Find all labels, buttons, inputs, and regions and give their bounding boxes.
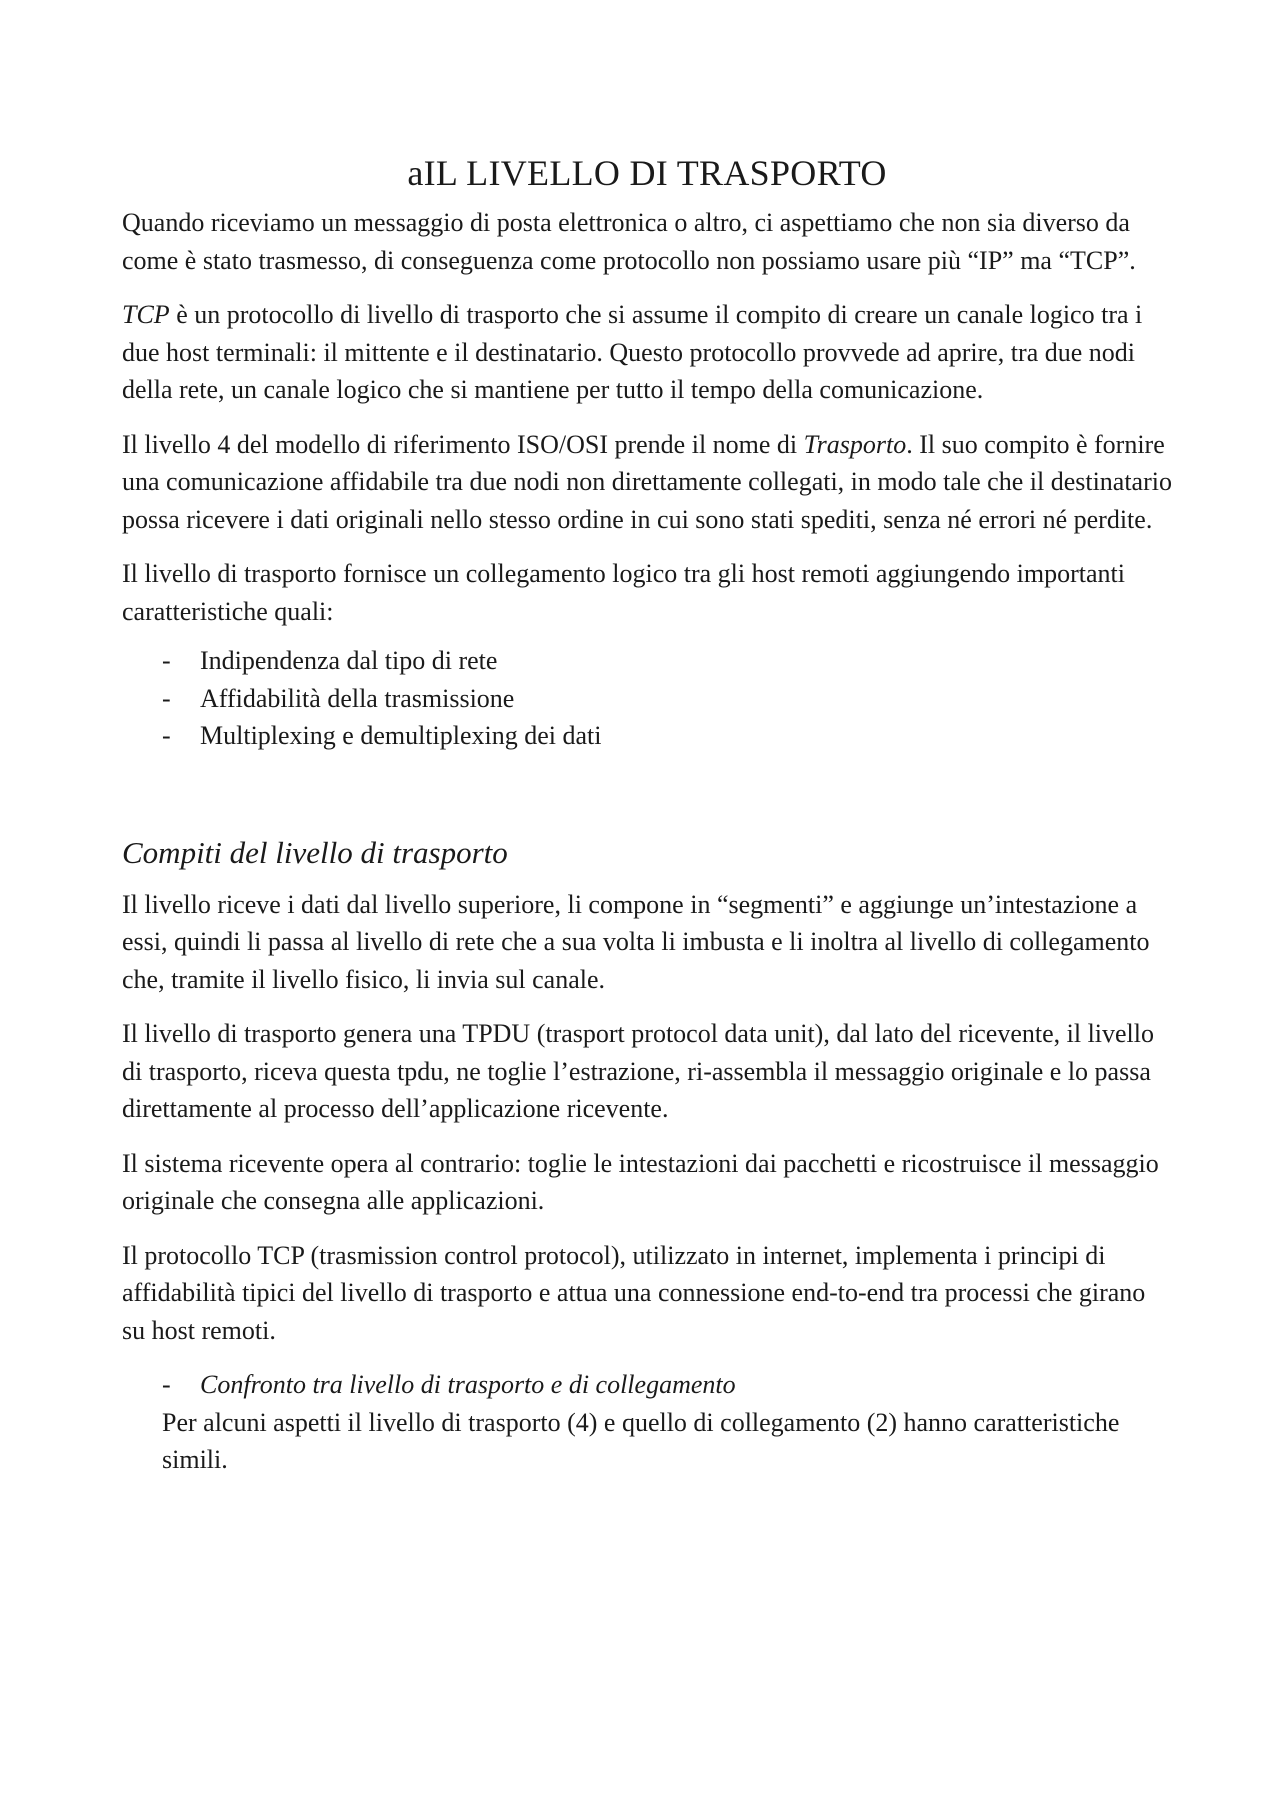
level4-paragraph (122, 426, 1172, 539)
tcp-paragraph (122, 296, 1172, 409)
tcp-term: TCP (122, 300, 170, 329)
comparison-paragraph: Per alcuni aspetti il livello di trasporto (4) e quello di collegamento (2) hanno caratteristiche simili. (162, 1407, 1120, 1474)
section-paragraph-ricevente: Il sistema ricevente opera al contrario: toglie le intestazioni dai pacchetti e ricostruisce il messaggio originale che consegna alle applicazioni. (122, 1148, 1159, 1215)
feature-text: Indipendenza dal tipo di rete (200, 646, 498, 675)
trasporto-term: Trasporto (803, 429, 907, 459)
list-item (122, 717, 1172, 755)
list-item (122, 1366, 1172, 1404)
features-intro: Il livello di trasporto fornisce un collegamento logico tra gli host remoti aggiungendo importanti caratteristiche quali: (122, 559, 1125, 626)
section-paragraph-tcp: Il protocollo TCP (trasmission control protocol), utilizzato in internet, implementa i principi di affidabilità tipici del livello di trasporto e attua una connessione end-to-end tra processi che girano su host remoti. (122, 1240, 1146, 1345)
document-page (122, 150, 1172, 1496)
tcp-paragraph-text: è un protocollo di livello di trasporto che si assume il compito di creare un canale logico tra i due host terminali: il mittente e il destinatario. Questo protocollo provvede ad aprire, tra due nodi della rete, un canale logico che si mantiene per tutto il tempo della comunicazione. (122, 300, 1143, 404)
dash-marker: - (162, 1370, 171, 1399)
intro-paragraph: Quando riceviamo un messaggio di posta elettronica o altro, ci aspettiamo che non sia diverso da come è stato trasmesso, di conseguenza come protocollo non possiamo usare più “IP” ma “TCP”. (122, 208, 1136, 275)
dash-marker: - (162, 646, 171, 675)
level4-text-before: Il livello 4 del modello di riferimento ISO/OSI prende il nome di (122, 429, 804, 459)
features-list (122, 642, 1172, 755)
section-paragraph-segmenti: Il livello riceve i dati dal livello superiore, li compone in “segmenti” e aggiunge un’intestazione a essi, quindi li passa al livello di rete che a sua volta li imbusta e li inoltra al livello di collegamento che, tramite il livello fisico, li invia sul canale. (122, 889, 1150, 994)
comparison-item-text: Confronto tra livello di trasporto e di collegamento (200, 1370, 736, 1399)
feature-text: Multiplexing e demultiplexing dei dati (200, 721, 602, 750)
document-title: aIL LIVELLO DI TRASPORTO (407, 153, 887, 193)
list-item (122, 680, 1172, 718)
section-heading: Compiti del livello di trasporto (122, 834, 508, 870)
dash-marker: - (162, 721, 171, 750)
section-paragraph-tpdu: Il livello di trasporto genera una TPDU (trasport protocol data unit), dal lato del ricevente, il livello di trasporto, riceva questa tpdu, ne toglie l’estrazione, ri-assembla il messaggio originale e lo passa direttamente al processo dell’applicazione ricevente. (122, 1019, 1155, 1123)
level4-text-after: . Il suo compito è fornire una comunicazione affidabile tra due nodi non direttamente collegati, in modo tale che il destinatario possa ricevere i dati originali nello stesso ordine in cui sono stati spediti, senza né errori né perdite. (122, 429, 1172, 534)
dash-marker: - (162, 683, 171, 713)
list-item (122, 642, 1172, 680)
feature-text: Affidabilità della trasmissione (200, 683, 515, 713)
comparison-list (122, 1366, 1172, 1404)
